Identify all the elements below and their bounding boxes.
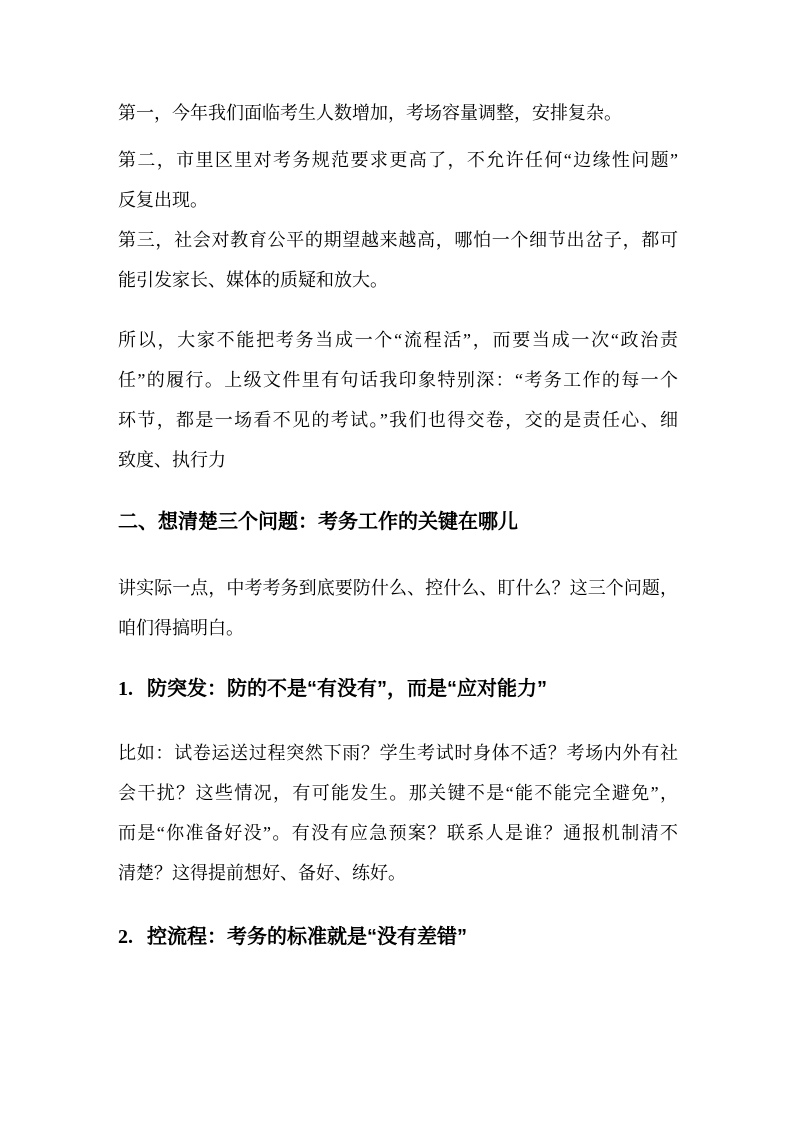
text-line: 会干扰？这些情况，有可能发生。那关键不是“能不能完全避免”， [118,783,678,803]
paragraph [118,140,678,220]
document-body [118,93,678,954]
paragraph [118,93,678,133]
heading-number: 1. [118,678,133,700]
text-line: 第三，社会对教育公平的期望越来越高，哪怕一个细节出岔子，都可 [118,230,678,250]
text-line: 咱们得搞明白。 [118,618,244,638]
paragraph [118,320,678,480]
text-line: 任”的履行。上级文件里有句话我印象特别深：“考务工作的每一个 [118,370,678,390]
paragraph [118,220,678,300]
paragraph [118,733,678,893]
numbered-section-heading [118,920,678,954]
heading-text: 二、想清楚三个问题：考务工作的关键在哪儿 [118,511,518,533]
text-line: 讲实际一点，中考考务到底要防什么、控什么、盯什么？这三个问题， [118,578,678,598]
text-line: 所以，大家不能把考务当成一个“流程活”，而要当成一次“政治责 [118,330,678,350]
text-line: 第一，今年我们面临考生人数增加，考场容量调整，安排复杂。 [118,103,622,123]
text-line: 第二，市里区里对考务规范要求更高了，不允许任何“边缘性问题” [118,150,678,170]
text-line: 而是“你准备好没”。有没有应急预案？联系人是谁？通报机制清不 [118,823,678,843]
text-line: 比如：试卷运送过程突然下雨？学生考试时身体不适？考场内外有社 [118,743,678,763]
text-line: 清楚？这得提前想好、备好、练好。 [118,863,406,883]
section-heading [118,505,678,539]
text-line: 致度、执行力 [118,450,226,470]
heading-text: 防突发：防的不是“有没有”，而是“应对能力” [147,678,547,700]
text-line: 反复出现。 [118,190,208,210]
heading-number: 2. [118,926,133,948]
numbered-section-heading [118,672,678,706]
heading-text: 控流程：考务的标准就是“没有差错” [147,926,467,948]
text-line: 能引发家长、媒体的质疑和放大。 [118,270,388,290]
text-line: 环节，都是一场看不见的考试。”我们也得交卷，交的是责任心、细 [118,410,678,430]
paragraph [118,568,678,648]
